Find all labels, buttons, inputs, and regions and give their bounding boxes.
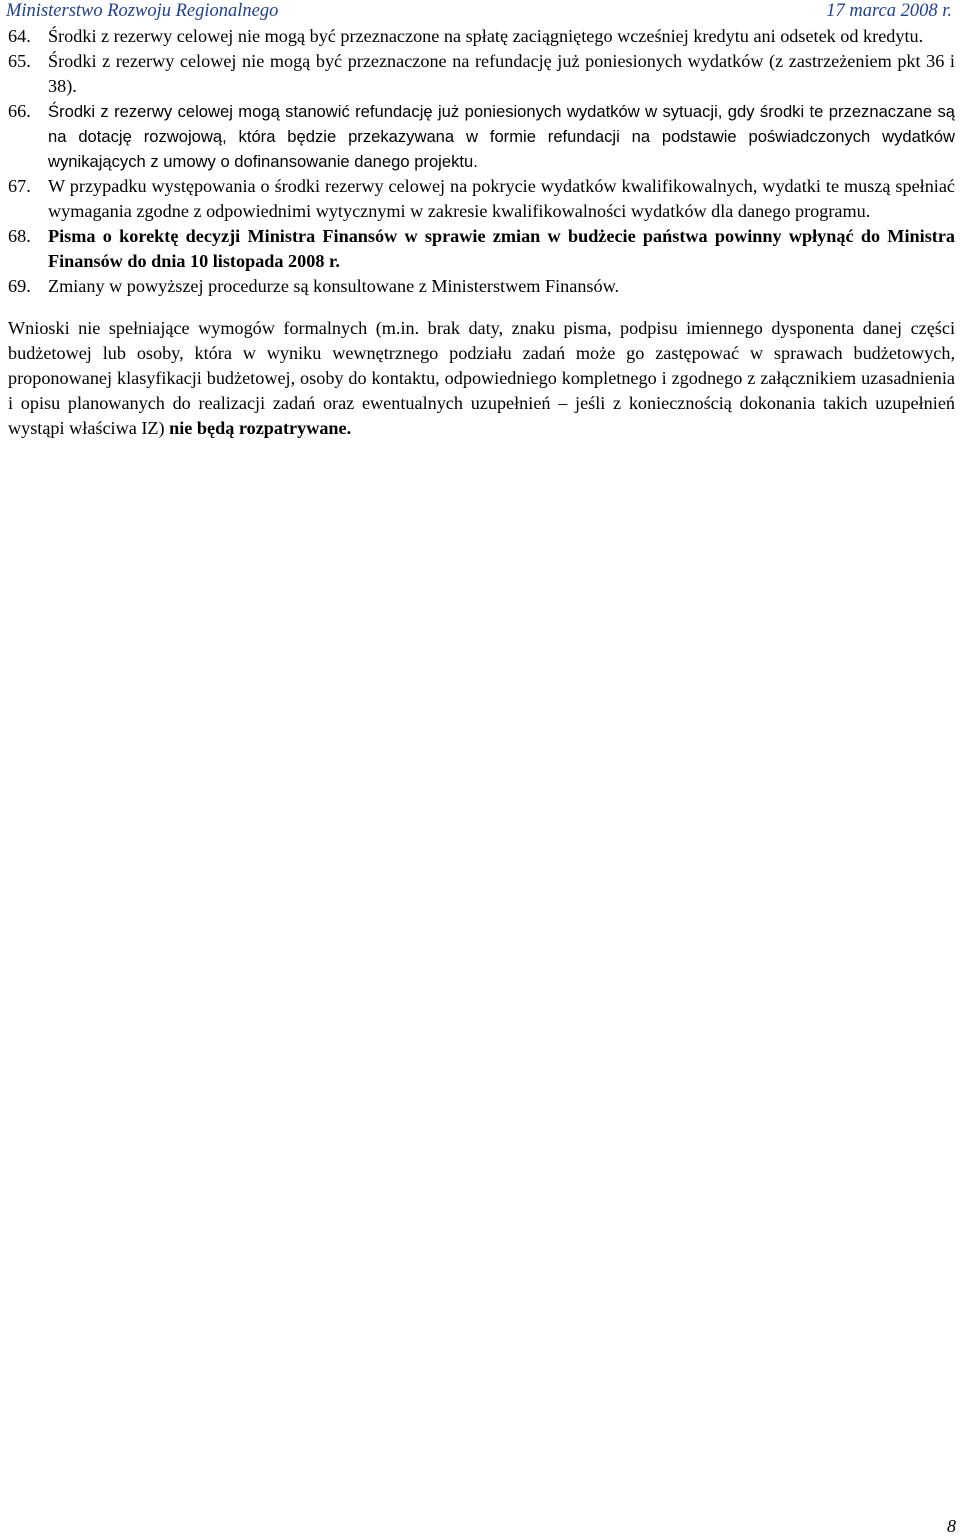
wnioski-text: Wnioski nie spełniające wymogów formalnych (m.in. brak daty, znaku pisma, podpisu imiennego dysponenta danej części budżetowej lub osoby, która w wyniku wewnętrznego podziału zadań może go zastępować w sprawach budżetowych, proponowanej klasyfikacji budżetowej, osoby do kontaktu, odpowiedniego kompletnego i zgodnego z załącznikiem uzasadnienia i opisu planowanych do realizacji zadań oraz ewentualnych uzupełnień – jeśli z koniecznością dokonania takich uzupełnień wystąpi właściwa IZ) [8,318,955,438]
header-ministry: Ministerstwo Rozwoju Regionalnego [6,1,279,21]
list-item-67 [8,174,955,224]
item-number: 66. [8,101,31,121]
page-number: 8 [947,1516,956,1536]
list-item-68 [8,224,955,274]
item-number: 68. [8,226,31,246]
item-text: Zmiany w powyższej procedurze są konsultowane z Ministerstwem Finansów. [48,276,620,296]
list-item-64 [8,24,955,49]
item-text: W przypadku występowania o środki rezerwy celowej na pokrycie wydatków kwalifikowalnych, wydatki te muszą spełniać wymagania zgodne z odpowiednimi wytycznymi w zakresie kwalifikowalności wydatków dla danego programu. [48,176,955,221]
item-number: 65. [8,51,31,71]
header-date: 17 marca 2008 r. [826,1,952,21]
item-text: Pisma o korektę decyzji Ministra Finansów w sprawie zmian w budżecie państwa powinny wpłynąć do Ministra Finansów do dnia 10 listopada 2008 r. [48,226,955,271]
list-item-65 [8,49,955,99]
item-number: 64. [8,26,31,46]
item-text: Środki z rezerwy celowej nie mogą być przeznaczone na spłatę zaciągniętego wcześniej kredytu ani odsetek od kredytu. [48,26,924,46]
item-text: Środki z rezerwy celowej mogą stanowić refundację już poniesionych wydatków w sytuacji, gdy środki te przeznaczane są na dotację rozwojową, która będzie przekazywana w formie refundacji na podstawie poświadczonych wydatków wynikających z umowy o dofinansowanie danego projektu. [48,102,955,171]
item-text: Środki z rezerwy celowej nie mogą być przeznaczone na refundację już poniesionych wydatków (z zastrzeżeniem pkt 36 i 38). [48,51,955,96]
list-item-66 [8,99,955,174]
wnioski-conclusion: nie będą rozpatrywane. [169,418,352,438]
numbered-list [8,24,955,299]
list-item-69 [8,274,955,299]
document-body [8,24,955,459]
item-number: 67. [8,176,31,196]
item-number: 69. [8,276,31,296]
wnioski-paragraph [8,316,955,441]
page-header [6,0,952,22]
